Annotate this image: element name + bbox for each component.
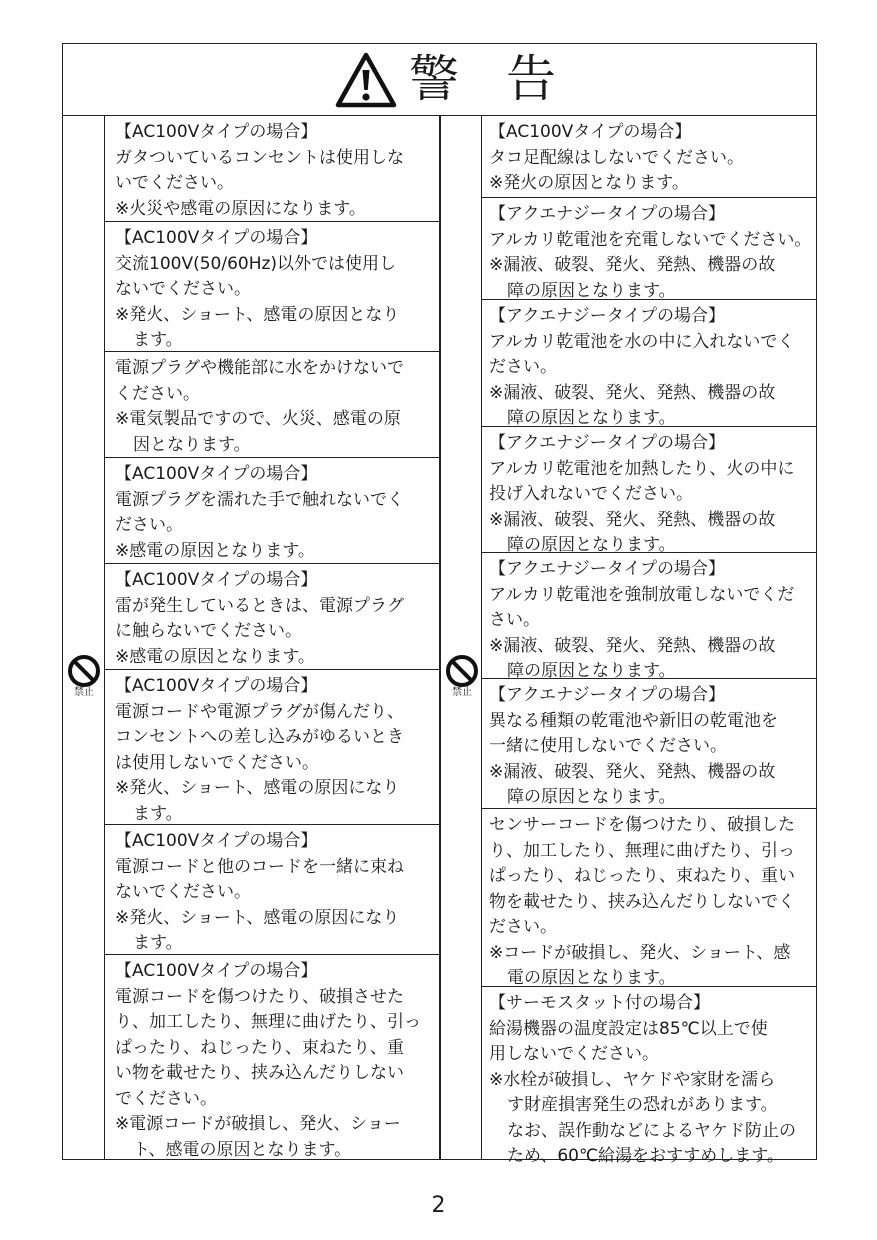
item-line: ※漏液、破裂、発火、発熱、機器の故 — [489, 255, 776, 275]
warning-header — [63, 44, 816, 116]
item-line: に触らないでください。 — [115, 621, 302, 641]
item-line: 投げ入れないでください。 — [489, 484, 693, 504]
warning-triangle-icon — [335, 52, 397, 108]
item-line: す財産損害発生の恐れがあります。 — [507, 1095, 778, 1115]
warning-item — [482, 198, 816, 300]
prohibition-mark — [66, 654, 102, 699]
item-line: ※発火、ショート、感電の原因になり — [115, 907, 400, 928]
right-warning-column — [482, 116, 816, 1166]
warning-item — [105, 955, 439, 1161]
left-warning-column — [105, 116, 440, 1159]
item-line: ないでください。 — [115, 882, 251, 902]
item-line: ※コードが破損し、発火、ショート、感 — [489, 942, 791, 963]
warning-title-char-1: 警 — [409, 50, 459, 108]
item-line: アルカリ乾電池を加熱したり、火の中に — [489, 458, 795, 479]
warning-item — [482, 300, 816, 427]
item-line: 【AC100Vタイプの場合】 — [115, 228, 318, 248]
item-line: ださい。 — [489, 917, 557, 937]
warning-item — [482, 679, 816, 809]
item-line: 給湯機器の温度設定は85℃以上で使 — [489, 1018, 768, 1039]
prohibition-icon — [445, 654, 479, 688]
item-line: ます。 — [133, 803, 183, 824]
item-line: い物を載せたり、挟み込んだりしない — [115, 1063, 404, 1083]
right-icon-column — [440, 116, 482, 1159]
item-line: アルカリ乾電池を強制放電しないでくだ — [489, 584, 795, 605]
item-line: ※感電の原因となります。 — [115, 646, 315, 667]
item-line: ぱったり、ねじったり、束ねたり、重 — [115, 1037, 404, 1058]
item-line: ださい。 — [489, 357, 557, 377]
item-line: 電源プラグや機能部に水をかけないで — [115, 358, 404, 378]
item-line: コンセントへの差し込みがゆるいとき — [115, 727, 404, 747]
item-line: なお、誤作動などによるヤケド防止の — [507, 1120, 796, 1141]
item-line: ※漏液、破裂、発火、発熱、機器の故 — [489, 509, 776, 530]
warning-item — [105, 825, 439, 955]
item-line: 【アクエナジータイプの場合】 — [489, 433, 725, 453]
item-line: 【AC100Vタイプの場合】 — [115, 464, 318, 484]
warning-item — [482, 427, 816, 553]
page-number: 2 — [431, 1193, 446, 1218]
item-line: 【アクエナジータイプの場合】 — [489, 306, 725, 326]
item-line: 用しないでください。 — [489, 1044, 659, 1064]
item-line: 【サーモスタット付の場合】 — [489, 993, 710, 1013]
item-line: 物を載せたり、挟み込んだりしないでく — [489, 891, 795, 912]
item-line: ます。 — [133, 330, 183, 350]
warning-item — [482, 553, 816, 679]
item-line: 【アクエナジータイプの場合】 — [489, 559, 725, 579]
item-line: ※火災や感電の原因になります。 — [115, 198, 366, 219]
item-line: ※漏液、破裂、発火、発熱、機器の故 — [489, 761, 776, 782]
item-line: 【AC100Vタイプの場合】 — [115, 831, 318, 851]
warning-item — [105, 352, 439, 458]
item-line: 障の原因となります。 — [507, 661, 676, 681]
item-line: は使用しないでください。 — [115, 752, 319, 773]
item-line: ガタついているコンセントは使用しな — [115, 147, 404, 168]
warning-item — [482, 987, 816, 1166]
item-line: り、加工したり、無理に曲げたり、引っ — [115, 1012, 421, 1032]
item-line: 雷が発生しているときは、電源プラグ — [115, 595, 404, 616]
item-line: 【AC100Vタイプの場合】 — [489, 122, 692, 142]
item-line: でください。 — [115, 1088, 217, 1109]
item-line: 【アクエナジータイプの場合】 — [489, 685, 725, 705]
item-line: 障の原因となります。 — [507, 408, 676, 428]
item-line: ※電源コードが破損し、発火、ショー — [115, 1114, 401, 1134]
item-line: ※感電の原因となります。 — [115, 540, 315, 561]
item-line: 交流100V(50/60Hz)以外では使用し — [115, 253, 397, 274]
prohibition-label: 禁止 — [74, 687, 94, 698]
item-line: 【AC100Vタイプの場合】 — [115, 570, 318, 590]
left-icon-column — [63, 116, 105, 1159]
item-line: 一緒に使用しないでください。 — [489, 736, 727, 756]
warning-table — [62, 43, 817, 1166]
item-line: ※発火の原因となります。 — [489, 173, 689, 193]
item-line: 電源コードを傷つけたり、破損させた — [115, 986, 404, 1007]
prohibition-icon — [67, 654, 101, 688]
item-line: 障の原因となります。 — [507, 280, 676, 301]
item-line: ※漏液、破裂、発火、発熱、機器の故 — [489, 635, 776, 656]
item-line: ぱったり、ねじったり、束ねたり、重い — [489, 866, 795, 886]
warning-item — [105, 564, 439, 670]
item-line: 【アクエナジータイプの場合】 — [489, 204, 725, 224]
item-line: ください。 — [115, 383, 200, 404]
item-line: センサーコードを傷つけたり、破損した — [489, 815, 795, 835]
item-line: いでください。 — [115, 173, 234, 193]
item-line: 電源コードと他のコードを一緒に束ね — [115, 856, 404, 877]
item-line: 異なる種類の乾電池や新旧の乾電池を — [489, 710, 778, 731]
item-line: アルカリ乾電池を充電しないでください。 — [489, 229, 812, 250]
prohibition-mark — [444, 654, 480, 699]
item-line: ※水栓が破損し、ヤケドや家財を濡ら — [489, 1069, 776, 1090]
prohibition-label: 禁止 — [452, 687, 472, 698]
warning-item — [105, 458, 439, 564]
item-line: ※漏液、破裂、発火、発熱、機器の故 — [489, 382, 776, 403]
warning-item — [105, 670, 439, 825]
item-line: ト、感電の原因となります。 — [133, 1139, 352, 1160]
item-line: ます。 — [133, 933, 183, 953]
item-line: ※電気製品ですので、火災、感電の原 — [115, 409, 401, 429]
item-line: アルカリ乾電池を水の中に入れないでく — [489, 331, 795, 352]
warning-item — [105, 222, 439, 352]
item-line: 因となります。 — [133, 434, 251, 455]
item-line: さい。 — [489, 610, 540, 630]
item-line: ださい。 — [115, 515, 183, 535]
item-line: ※発火、ショート、感電の原因になり — [115, 778, 400, 798]
item-line: 電の原因となります。 — [507, 968, 676, 988]
item-line: 電源コードや電源プラグが傷んだり、 — [115, 701, 404, 722]
item-line: ※発火、ショート、感電の原因となり — [115, 304, 400, 325]
warning-item — [482, 116, 816, 198]
warning-title-char-2: 告 — [506, 50, 556, 108]
item-line: り、加工したり、無理に曲げたり、引っ — [489, 840, 795, 861]
warning-item — [105, 116, 439, 222]
item-line: タコ足配線はしないでください。 — [489, 147, 744, 168]
item-line: ないでください。 — [115, 279, 251, 299]
item-line: 【AC100Vタイプの場合】 — [115, 961, 318, 981]
warning-item — [482, 809, 816, 987]
item-line: ため、60℃給湯をおすすめします。 — [507, 1146, 784, 1166]
item-line: 【AC100Vタイプの場合】 — [115, 676, 318, 696]
item-line: 障の原因となります。 — [507, 535, 676, 555]
item-line: 電源プラグを濡れた手で触れないでく — [115, 489, 404, 510]
item-line: 【AC100Vタイプの場合】 — [115, 122, 318, 142]
item-line: 障の原因となります。 — [507, 787, 676, 807]
